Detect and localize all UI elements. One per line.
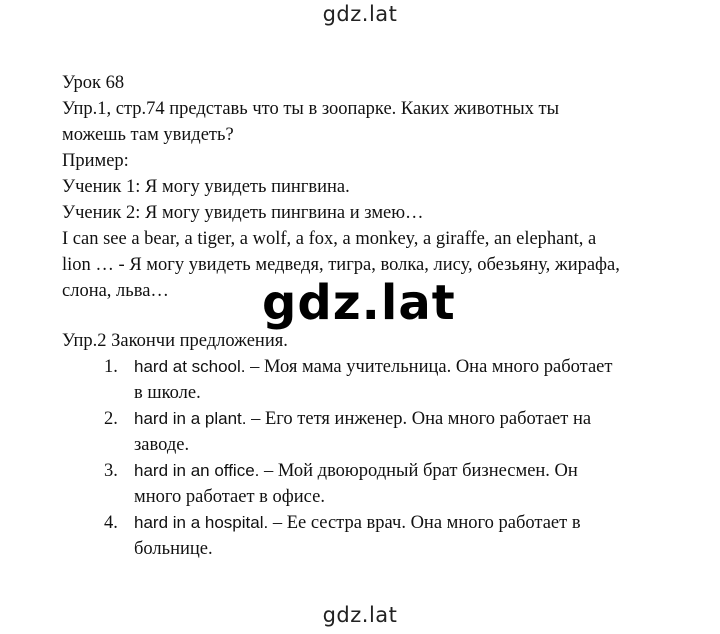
list-item-russian-line-1: – Моя мама учительница. Она много работает [245, 357, 613, 377]
list-item-english: hard at school. [134, 357, 246, 376]
watermark-bottom: gdz.lat [322, 603, 398, 627]
answer-line-3: слона, льва… [62, 281, 169, 301]
exercise-2-title: Упр.2 Закончи предложения. [62, 331, 288, 351]
answer-line-1: I can see a bear, a tiger, a wolf, a fox, a monkey, a giraffe, an elephant, a [62, 229, 597, 249]
list-item [62, 510, 662, 562]
example-label: Пример: [62, 151, 129, 171]
list-item [62, 458, 662, 510]
list-item-number: 1. [104, 357, 118, 377]
list-item-english: hard in a hospital. [134, 513, 269, 532]
list-item-number: 2. [104, 409, 118, 429]
list-item-russian-line-2: больнице. [134, 539, 213, 559]
list-item-russian-line-2: много работает в офисе. [134, 487, 325, 507]
list-item-russian-line-1: – Ее сестра врач. Она много работает в [268, 513, 581, 533]
list-item-russian-line-2: заводе. [134, 435, 190, 455]
exercise-2-list [62, 354, 662, 562]
exercise-1-prompt-line-1: Упр.1, стр.74 представь что ты в зоопарке. Каких животных ты [62, 99, 560, 119]
list-item-english: hard in a plant. [134, 409, 247, 428]
list-item-number: 3. [104, 461, 118, 481]
list-item-russian-line-2: в школе. [134, 383, 201, 403]
list-item-russian-line-1: – Мой двоюродный брат бизнесмен. Он [259, 461, 578, 481]
list-item-russian-line-1: – Его тетя инженер. Она много работает на [246, 409, 592, 429]
list-item [62, 354, 662, 406]
exercise-1-prompt-line-2: можешь там увидеть? [62, 125, 234, 145]
list-item-english: hard in an office. [134, 461, 260, 480]
list-item-number: 4. [104, 513, 118, 533]
watermark-top: gdz.lat [322, 2, 398, 26]
answer-line-2: lion … - Я могу увидеть медведя, тигра, волка, лису, обезьяну, жирафа, [62, 255, 620, 275]
list-item [62, 406, 662, 458]
student-2-line: Ученик 2: Я могу увидеть пингвина и змею… [62, 203, 424, 223]
watermark-center: gdz.lat [262, 275, 456, 331]
student-1-line: Ученик 1: Я могу увидеть пингвина. [62, 177, 350, 197]
lesson-title: Урок 68 [62, 73, 125, 93]
